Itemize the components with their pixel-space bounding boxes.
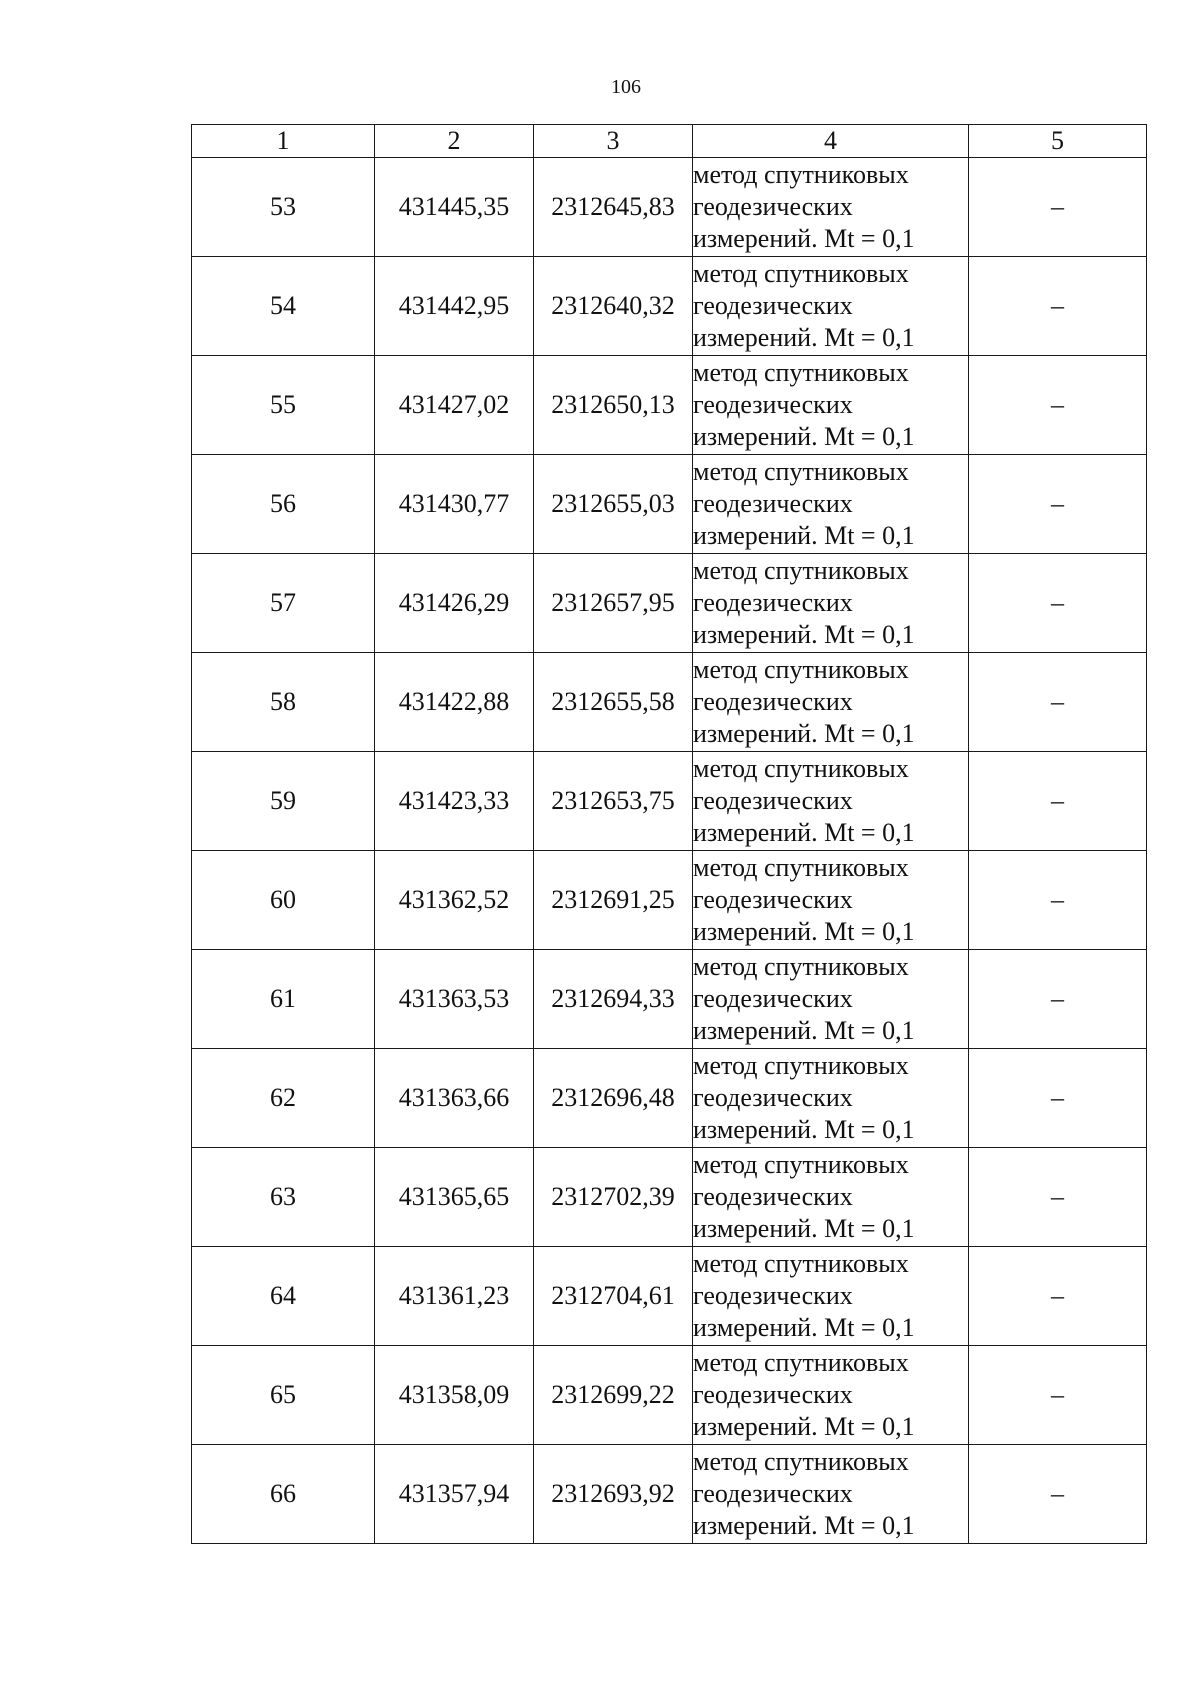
method-description <box>693 158 969 257</box>
point-number: 59 <box>192 752 375 851</box>
point-number: 66 <box>192 1445 375 1544</box>
table-row <box>192 158 1147 257</box>
method-description <box>693 1148 969 1247</box>
method-line-2: геодезических <box>693 786 853 815</box>
table-row <box>192 455 1147 554</box>
y-coordinate: 2312653,75 <box>534 752 693 851</box>
note-cell: – <box>969 851 1147 950</box>
method-line-1: метод спутниковых <box>693 457 909 486</box>
y-coordinate: 2312655,03 <box>534 455 693 554</box>
point-number: 56 <box>192 455 375 554</box>
note-cell: – <box>969 554 1147 653</box>
note-cell: – <box>969 653 1147 752</box>
header-col-2: 2 <box>375 125 534 158</box>
header-col-4: 4 <box>693 125 969 158</box>
method-description <box>693 356 969 455</box>
coordinates-table <box>191 124 1147 1544</box>
method-line-1: метод спутниковых <box>693 1249 909 1278</box>
x-coordinate: 431430,77 <box>375 455 534 554</box>
y-coordinate: 2312699,22 <box>534 1346 693 1445</box>
table-body <box>192 158 1147 1544</box>
note-cell: – <box>969 1148 1147 1247</box>
method-line-1: метод спутниковых <box>693 1447 909 1476</box>
method-line-2: геодезических <box>693 885 853 914</box>
method-description <box>693 1247 969 1346</box>
note-cell: – <box>969 158 1147 257</box>
point-number: 53 <box>192 158 375 257</box>
y-coordinate: 2312640,32 <box>534 257 693 356</box>
method-line-1: метод спутниковых <box>693 952 909 981</box>
method-line-3: измерений. Mt = 0,1 <box>693 917 915 946</box>
point-number: 55 <box>192 356 375 455</box>
method-description <box>693 1346 969 1445</box>
method-line-1: метод спутниковых <box>693 754 909 783</box>
x-coordinate: 431365,65 <box>375 1148 534 1247</box>
table-header-row <box>192 125 1147 158</box>
x-coordinate: 431357,94 <box>375 1445 534 1544</box>
method-line-3: измерений. Mt = 0,1 <box>693 818 915 847</box>
note-cell: – <box>969 455 1147 554</box>
method-line-3: измерений. Mt = 0,1 <box>693 422 915 451</box>
method-line-3: измерений. Mt = 0,1 <box>693 1313 915 1342</box>
table-row <box>192 752 1147 851</box>
method-line-3: измерений. Mt = 0,1 <box>693 1016 915 1045</box>
method-line-1: метод спутниковых <box>693 160 909 189</box>
method-description <box>693 257 969 356</box>
method-line-2: геодезических <box>693 1380 853 1409</box>
method-line-2: геодезических <box>693 1281 853 1310</box>
x-coordinate: 431445,35 <box>375 158 534 257</box>
note-cell: – <box>969 356 1147 455</box>
note-cell: – <box>969 1247 1147 1346</box>
note-cell: – <box>969 950 1147 1049</box>
note-cell: – <box>969 752 1147 851</box>
point-number: 54 <box>192 257 375 356</box>
point-number: 65 <box>192 1346 375 1445</box>
x-coordinate: 431362,52 <box>375 851 534 950</box>
method-line-3: измерений. Mt = 0,1 <box>693 1511 915 1540</box>
header-col-3: 3 <box>534 125 693 158</box>
table-row <box>192 1148 1147 1247</box>
method-description <box>693 653 969 752</box>
method-description <box>693 1049 969 1148</box>
method-line-2: геодезических <box>693 192 853 221</box>
table-row <box>192 851 1147 950</box>
header-col-5: 5 <box>969 125 1147 158</box>
point-number: 63 <box>192 1148 375 1247</box>
y-coordinate: 2312693,92 <box>534 1445 693 1544</box>
method-line-2: геодезических <box>693 489 853 518</box>
x-coordinate: 431363,53 <box>375 950 534 1049</box>
y-coordinate: 2312702,39 <box>534 1148 693 1247</box>
page-number: 106 <box>611 76 641 98</box>
note-cell: – <box>969 1445 1147 1544</box>
table-row <box>192 1445 1147 1544</box>
point-number: 58 <box>192 653 375 752</box>
method-line-1: метод спутниковых <box>693 556 909 585</box>
method-line-2: геодезических <box>693 1182 853 1211</box>
x-coordinate: 431427,02 <box>375 356 534 455</box>
table-row <box>192 950 1147 1049</box>
x-coordinate: 431363,66 <box>375 1049 534 1148</box>
x-coordinate: 431361,23 <box>375 1247 534 1346</box>
point-number: 60 <box>192 851 375 950</box>
method-description <box>693 455 969 554</box>
table-row <box>192 257 1147 356</box>
y-coordinate: 2312657,95 <box>534 554 693 653</box>
x-coordinate: 431422,88 <box>375 653 534 752</box>
method-line-1: метод спутниковых <box>693 1348 909 1377</box>
y-coordinate: 2312704,61 <box>534 1247 693 1346</box>
method-description <box>693 851 969 950</box>
method-line-1: метод спутниковых <box>693 655 909 684</box>
x-coordinate: 431423,33 <box>375 752 534 851</box>
method-description <box>693 752 969 851</box>
point-number: 57 <box>192 554 375 653</box>
method-line-1: метод спутниковых <box>693 1051 909 1080</box>
note-cell: – <box>969 1049 1147 1148</box>
table-row <box>192 1247 1147 1346</box>
point-number: 62 <box>192 1049 375 1148</box>
method-line-3: измерений. Mt = 0,1 <box>693 224 915 253</box>
method-line-2: геодезических <box>693 390 853 419</box>
method-line-3: измерений. Mt = 0,1 <box>693 1115 915 1144</box>
method-line-3: измерений. Mt = 0,1 <box>693 1214 915 1243</box>
y-coordinate: 2312694,33 <box>534 950 693 1049</box>
table-row <box>192 554 1147 653</box>
point-number: 64 <box>192 1247 375 1346</box>
y-coordinate: 2312645,83 <box>534 158 693 257</box>
header-col-1: 1 <box>192 125 375 158</box>
point-number: 61 <box>192 950 375 1049</box>
y-coordinate: 2312696,48 <box>534 1049 693 1148</box>
method-line-1: метод спутниковых <box>693 259 909 288</box>
y-coordinate: 2312650,13 <box>534 356 693 455</box>
method-line-1: метод спутниковых <box>693 1150 909 1179</box>
y-coordinate: 2312691,25 <box>534 851 693 950</box>
method-line-1: метод спутниковых <box>693 358 909 387</box>
method-line-2: геодезических <box>693 1083 853 1112</box>
x-coordinate: 431358,09 <box>375 1346 534 1445</box>
method-line-3: измерений. Mt = 0,1 <box>693 1412 915 1441</box>
method-line-2: геодезических <box>693 291 853 320</box>
table-row <box>192 1346 1147 1445</box>
note-cell: – <box>969 257 1147 356</box>
table-row <box>192 653 1147 752</box>
method-line-2: геодезических <box>693 588 853 617</box>
method-line-3: измерений. Mt = 0,1 <box>693 521 915 550</box>
method-line-2: геодезических <box>693 984 853 1013</box>
y-coordinate: 2312655,58 <box>534 653 693 752</box>
method-description <box>693 950 969 1049</box>
table-row <box>192 1049 1147 1148</box>
method-line-3: измерений. Mt = 0,1 <box>693 323 915 352</box>
method-line-3: измерений. Mt = 0,1 <box>693 719 915 748</box>
note-cell: – <box>969 1346 1147 1445</box>
method-description <box>693 554 969 653</box>
method-line-1: метод спутниковых <box>693 853 909 882</box>
x-coordinate: 431426,29 <box>375 554 534 653</box>
x-coordinate: 431442,95 <box>375 257 534 356</box>
method-line-2: геодезических <box>693 1479 853 1508</box>
table-row <box>192 356 1147 455</box>
method-line-3: измерений. Mt = 0,1 <box>693 620 915 649</box>
method-line-2: геодезических <box>693 687 853 716</box>
method-description <box>693 1445 969 1544</box>
